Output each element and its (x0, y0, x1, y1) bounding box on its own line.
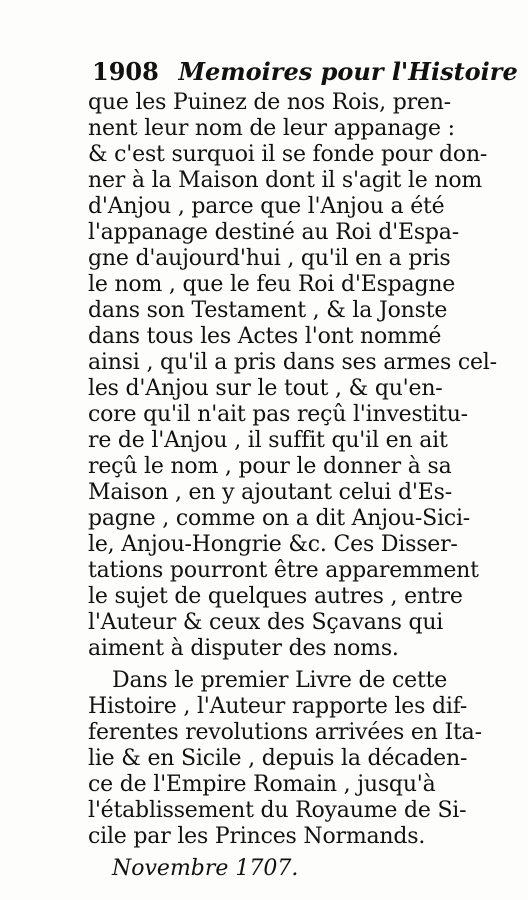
text-line: ce de l'Empire Romain , jusqu'à (88, 772, 436, 797)
page-header (92, 55, 518, 89)
running-title: Memoires pour l'Histoire (178, 57, 518, 86)
text-line: les d'Anjou sur le tout , & qu'en- (88, 376, 443, 401)
text-line: gne d'aujourd'hui , qu'il en a pris (88, 246, 451, 271)
text-line: ferentes revolutions arrivées en Ita- (88, 720, 482, 745)
text-line: aiment à disputer des noms. (88, 636, 399, 661)
date-signature: Novembre 1707. (112, 856, 299, 881)
text-line: ainsi , qu'il a pris dans ses armes cel- (88, 350, 497, 375)
text-line: re de l'Anjou , il suffit qu'il en ait (88, 428, 448, 453)
text-line: pagne , comme on a dit Anjou-Sici- (88, 506, 471, 531)
text-line: Maison , en y ajoutant celui d'Es- (88, 480, 452, 505)
text-line: l'Auteur & ceux des Sçavans qui (88, 610, 444, 635)
text-line: ner à la Maison dont il s'agit le nom (88, 168, 483, 193)
text-line: reçû le nom , pour le donner à sa (88, 454, 452, 479)
page-number: 1908 (92, 57, 159, 86)
text-line: Dans le premier Livre de cette (112, 668, 448, 693)
text-line: tations pourront être apparemment (88, 558, 479, 583)
text-line: l'établissement du Royaume de Si- (88, 798, 467, 823)
text-line: Histoire , l'Auteur rapporte les dif- (88, 694, 468, 719)
page-body (88, 90, 497, 882)
text-line: core qu'il n'ait pas reçû l'investitu- (88, 402, 468, 427)
text-line: lie & en Sicile , depuis la décaden- (88, 746, 468, 771)
text-line: le sujet de quelques autres , entre (88, 584, 463, 609)
text-line: nent leur nom de leur appanage : (88, 116, 455, 141)
text-line: & c'est surquoi il se fonde pour don- (88, 142, 488, 167)
text-line: le nom , que le feu Roi d'Espagne (88, 272, 456, 297)
text-line: dans tous les Actes l'ont nommé (88, 324, 442, 349)
text-line: que les Puinez de nos Rois, pren- (88, 90, 451, 115)
text-line: d'Anjou , parce que l'Anjou a été (88, 194, 445, 219)
text-line: cile par les Princes Normands. (88, 824, 426, 849)
text-line: l'appanage destiné au Roi d'Espa- (88, 220, 459, 245)
text-line: le, Anjou-Hongrie &c. Ces Disser- (88, 532, 458, 557)
text-line: dans son Testament , & la Jonste (88, 298, 448, 323)
